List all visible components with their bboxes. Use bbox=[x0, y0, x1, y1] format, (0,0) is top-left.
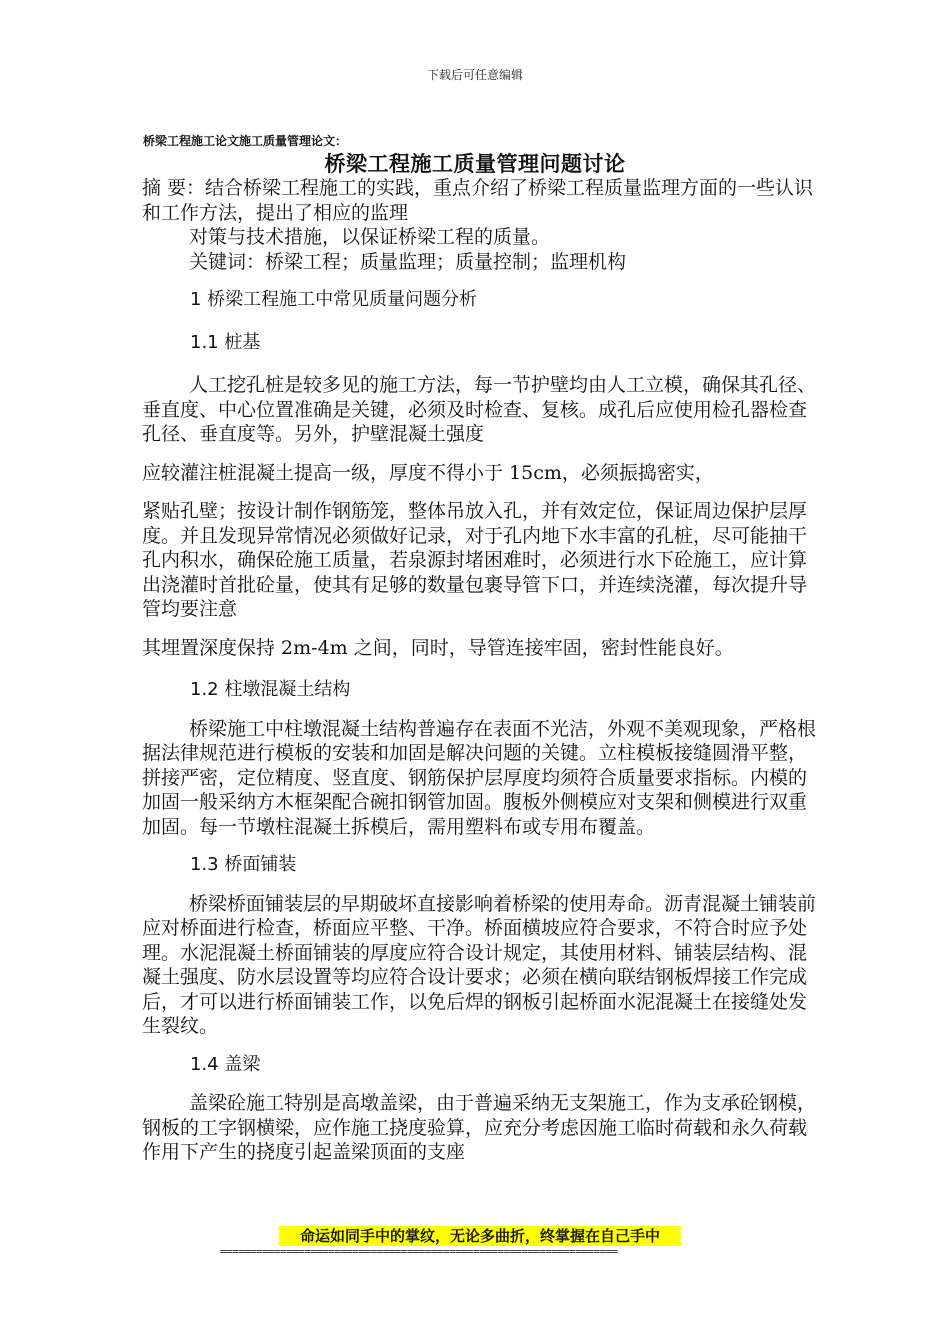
document-body bbox=[142, 176, 822, 1165]
section-1-heading: 1 桥梁工程施工中常见质量问题分析 bbox=[190, 289, 478, 310]
category-label: 桥梁工程施工论文施工质量管理论文： bbox=[143, 134, 348, 148]
section-1-3-heading: 1.3 桥面铺装 bbox=[190, 854, 297, 875]
document-title: 桥梁工程施工质量管理问题讨论 bbox=[324, 151, 626, 176]
section-1-1-paragraph-a: 人工挖孔桩是较多见的施工方法，每一节护壁均由人工立模，确保其孔径、垂直度、中心位置准确是关键，必须及时检查、复核。成孔后应使用检孔器检查孔径、垂直度等。另外，护壁混凝土强度 bbox=[142, 374, 817, 445]
footer-divider: ================================================================== bbox=[220, 1245, 618, 1258]
section-1-3-paragraph: 桥梁桥面铺装层的早期破坏直接影响着桥梁的使用寿命。沥青混凝土铺装前应对桥面进行检查，桥面应平整、干净。桥面横坡应符合要求，不符合时应予处理。水泥混凝土桥面铺装的厚度应符合设计规定，其使用材料、铺装层结构、混凝土强度、防水层设置等均应符合设计要求；必须在横向联结钢板焊接工作完成后，才可以进行桥面铺装工作，以免后焊的钢板引起桥面水泥混凝土在接缝处发生裂纹。 bbox=[142, 892, 817, 1037]
section-1-4-heading: 1.4 盖梁 bbox=[190, 1053, 261, 1075]
section-1-2-paragraph: 桥梁施工中柱墩混凝土结构普遍存在表面不光洁，外观不美观现象，严格根据法律规范进行模板的安装和加固是解决问题的关键。立柱模板接缝圆滑平整，拼接严密，定位精度、竖直度、钢筋保护层厚度均须符合质量要求指标。内模的加固一般采纳方木框架配合碗扣钢管加固。腹板外侧模应对支架和侧模进行双重加固。每一节墩柱混凝土拆模后，需用塑料布或专用布覆盖。 bbox=[142, 717, 817, 838]
section-1-4-paragraph: 盖梁砼施工特别是高墩盖梁，由于普遍采纳无支架施工，作为支承砼钢模，钢板的工字钢横梁，应作施工挠度验算，应充分考虑因施工临时荷载和永久荷载作用下产生的挠度引起盖梁顶面的支座 bbox=[142, 1092, 817, 1163]
abstract-line-1: 摘 要：结合桥梁工程施工的实践，重点介绍了桥梁工程质量监理方面的一些认识和工作方法，提出了相应的监理 bbox=[142, 177, 814, 224]
footer-slogan: 命运如同手中的掌纹，无论多曲折，终掌握在自己手中 bbox=[279, 1226, 681, 1246]
keywords: 关键词：桥梁工程；质量监理；质量控制；监理机构 bbox=[189, 250, 627, 273]
section-1-2-heading: 1.2 柱墩混凝土结构 bbox=[190, 679, 351, 700]
header-note: 下载后可任意编辑 bbox=[426, 68, 523, 82]
abstract-line-2: 对策与技术措施，以保证桥梁工程的质量。 bbox=[189, 226, 551, 248]
section-1-1-paragraph-d: 其埋置深度保持 2m-4m 之间，同时，导管连接牢固，密封性能良好。 bbox=[142, 636, 734, 659]
section-1-1-paragraph-b: 应较灌注桩混凝土提高一级，厚度不得小于 15cm，必须振捣密实， bbox=[142, 461, 714, 484]
section-1-1-heading: 1.1 桩基 bbox=[190, 331, 261, 353]
section-1-1-paragraph-c: 紧贴孔壁；按设计制作钢筋笼，整体吊放入孔，并有效定位，保证周边保护层厚度。并且发现异常情况必须做好记录，对于孔内地下水丰富的孔桩，尽可能抽干孔内积水，确保砼施工质量，若泉源封堵困难时，必须进行水下砼施工，应计算出浇灌时首批砼量，使其有足够的数量包裹导管下口，并连续浇灌，每次提升导管均要注意 bbox=[142, 500, 808, 620]
